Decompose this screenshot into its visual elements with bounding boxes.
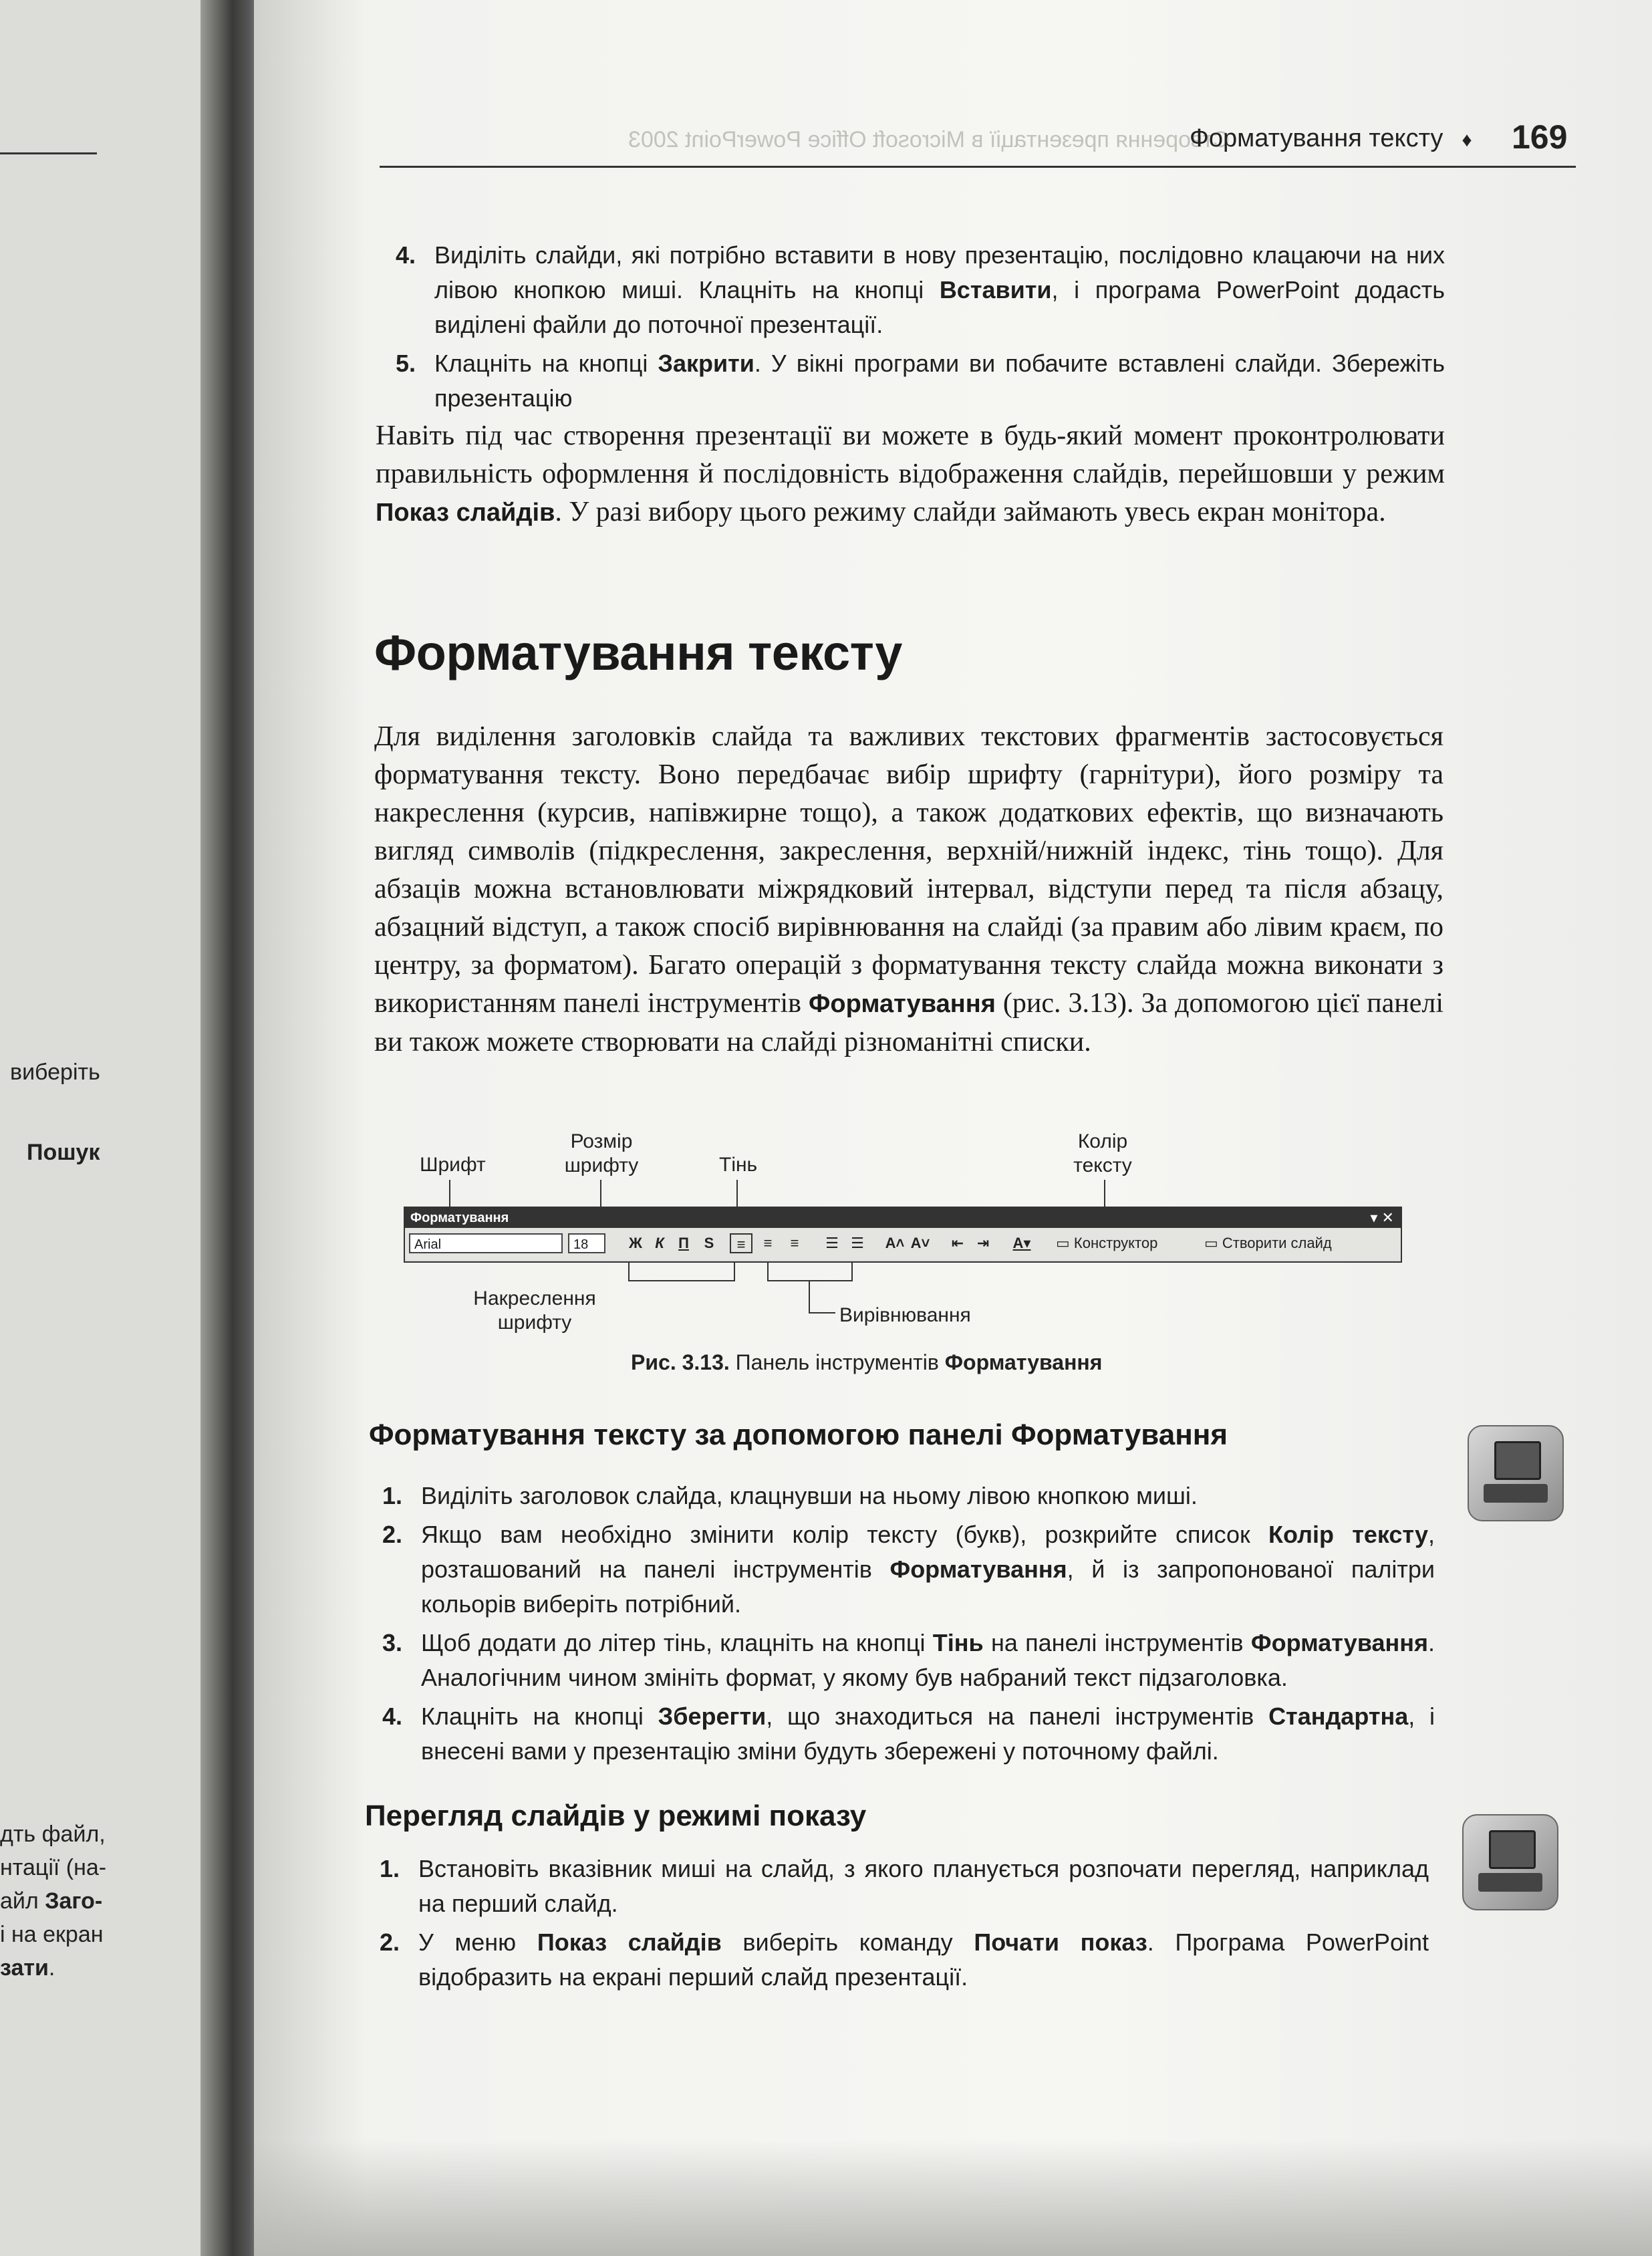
section-title: Форматування тексту	[374, 625, 902, 680]
toolbar-body	[405, 1228, 1401, 1260]
numbered-list-icon[interactable]: ☰	[825, 1235, 839, 1251]
computer-base-icon	[1478, 1873, 1542, 1892]
left-page-rule	[0, 152, 97, 154]
list-item	[382, 1479, 1435, 1513]
left-page-fragment: дть файл,	[0, 1822, 106, 1847]
callout-shadow: Тінь	[719, 1154, 758, 1176]
caption-text: Панель інструментів	[729, 1350, 945, 1374]
align-center-icon[interactable]: ≡	[763, 1235, 773, 1251]
list-item	[396, 238, 1445, 342]
bulleted-list-icon[interactable]: ☰	[851, 1235, 864, 1251]
leader-line	[734, 1260, 735, 1280]
computer-monitor-icon	[1489, 1830, 1536, 1869]
font-select[interactable]: Arial	[409, 1233, 563, 1253]
caption-label: Рис. 3.13.	[631, 1350, 730, 1374]
step-bold: Почати показ	[974, 1928, 1147, 1956]
step-number: 4.	[396, 241, 416, 269]
underline-button[interactable]: П	[678, 1235, 689, 1251]
step-text: Щоб додати до літер тінь, клацніть на кнопці	[421, 1629, 933, 1656]
computer-base-icon	[1484, 1484, 1548, 1503]
page-number: 169	[1512, 118, 1568, 156]
step-number: 1.	[382, 1482, 403, 1509]
increase-font-icon[interactable]: A˄	[885, 1235, 905, 1251]
page-bottom-shadow	[254, 2139, 1652, 2256]
callout-size: Розмір шрифту	[564, 1130, 639, 1176]
subheading	[365, 1799, 1568, 1833]
step-number: 2.	[382, 1521, 403, 1548]
leader-line	[851, 1260, 853, 1280]
toolbar-titlebar	[405, 1208, 1401, 1228]
align-left-icon[interactable]: ≡	[730, 1233, 752, 1253]
step-bold: Показ слайдів	[537, 1928, 722, 1956]
left-page-fragment-bold: зати	[0, 1955, 49, 1981]
step-bold: Колір тексту	[1268, 1521, 1428, 1548]
left-page-fragment-bold: Заго-	[45, 1888, 103, 1914]
step-text: , й із запропонованої палітри кольорів виберіть потрібний.	[421, 1555, 1435, 1618]
paragraph-text: Для виділення заголовків слайда та важливих текстових фрагментів застосовується форматування тексту. Воно передбачає вибір шрифту (гарнітури), його розміру та накреслення (курсив, напівжирне тощо), а також додаткових ефектів, що визначають вигляд символів (підкреслення, закреслення, верхній/нижній індекс, тінь тощо). Для абзаців можна встановлювати міжрядковий інтервал, відступи перед та після абзацу, абзацний відступ, а також спосіб вирівнювання на слайді (за правим або лівим краєм, по центру, за форматом). Багато операцій з форматування тексту слайда можна виконати з використанням панелі інструментів	[374, 721, 1443, 1019]
list-item	[396, 346, 1445, 416]
step-bold: Зберегти	[658, 1703, 767, 1730]
computer-monitor-icon	[1494, 1441, 1541, 1480]
paragraph-text: Навіть під час створення презентації ви можете в будь-який момент проконтролювати правильність оформлення й послідовність відображення слайдів, перейшовши у режим	[376, 420, 1445, 489]
list-item	[380, 1925, 1429, 1995]
leader-line	[767, 1260, 769, 1280]
bold-button[interactable]: Ж	[629, 1235, 642, 1251]
callout-color: Колір тексту	[1073, 1130, 1132, 1176]
new-slide-label: Створити слайд	[1222, 1235, 1332, 1251]
step-text: Встановіть вказівник миші на слайд, з якого планується розпочати перегляд, наприклад на перший слайд.	[418, 1855, 1429, 1917]
step-bold: Стандартна	[1268, 1703, 1409, 1730]
paragraph-text: . У разі вибору цього режиму слайди займають увесь екран монітора.	[555, 497, 1386, 527]
leader-line	[809, 1280, 810, 1313]
left-page-fragment: і на екран	[0, 1922, 104, 1947]
new-slide-button[interactable]	[1204, 1233, 1332, 1253]
steps-bottom	[380, 1852, 1429, 1995]
list-item	[380, 1852, 1429, 1921]
section-heading	[374, 624, 1577, 681]
list-item	[382, 1699, 1435, 1769]
paragraph-text: (рис. 3.13). За допомогою цієї панелі ви також можете створювати на слайді різноманітні списки.	[374, 988, 1443, 1057]
toolbar-close-icon[interactable]: ▾ ✕	[1370, 1209, 1394, 1226]
step-text: . Програма PowerPoint відобразить на екрані перший слайд презентації.	[418, 1928, 1429, 1991]
step-text: Клацніть на кнопці	[434, 350, 658, 377]
list-item	[382, 1626, 1435, 1695]
step-bold: Форматування	[1250, 1629, 1428, 1656]
decrease-indent-icon[interactable]: ⇤	[951, 1235, 964, 1251]
increase-indent-icon[interactable]: ⇥	[976, 1235, 990, 1251]
list-item	[382, 1517, 1435, 1622]
italic-button[interactable]: К	[655, 1235, 664, 1251]
designer-button[interactable]	[1056, 1233, 1157, 1253]
left-page-fragment: Пошук	[27, 1140, 100, 1165]
step-text: Виділіть слайди, які потрібно вставити в нову презентацію, послідовно клацаючи на них лівою кнопкою миші. Клацніть на кнопці	[434, 241, 1445, 303]
header-rule	[380, 166, 1576, 168]
step-bold: Закрити	[658, 350, 754, 377]
left-page-fragment-part: .	[48, 1955, 55, 1981]
step-text: Клацніть на кнопці	[421, 1703, 658, 1730]
left-page-fragment-part: айл	[0, 1888, 45, 1914]
paragraph-bold: Форматування	[809, 990, 996, 1018]
step-text: , і програма PowerPoint додасть виділені файли до поточної презентації.	[434, 276, 1445, 338]
formatting-toolbar	[404, 1207, 1402, 1263]
subheading-title: Форматування тексту за допомогою панелі Форматування	[369, 1418, 1228, 1451]
step-text: Якщо вам необхідно змінити колір тексту (букв), розкрийте список	[421, 1521, 1269, 1548]
step-text: , і внесені вами у презентацію зміни будуть збережені у поточному файлі.	[421, 1703, 1435, 1765]
shadow-button[interactable]: S	[704, 1235, 714, 1251]
left-facing-page	[0, 0, 221, 2256]
step-text: Виділіть заголовок слайда, клацнувши на ньому лівою кнопкою миші.	[421, 1482, 1198, 1509]
step-text: , що знаходиться на панелі інструментів	[766, 1703, 1269, 1730]
step-number: 5.	[396, 350, 416, 377]
left-page-fragment	[0, 1952, 55, 1984]
computer-icon	[1462, 1814, 1558, 1910]
step-bold: Вставити	[939, 276, 1052, 303]
font-size-select[interactable]: 18	[568, 1233, 605, 1253]
show-through-header: Створення презентації в Microsoft Office PowerPoint 2003	[628, 127, 1230, 152]
callout-align: Вирівнювання	[839, 1304, 971, 1326]
paragraph	[376, 417, 1445, 532]
step-number: 3.	[382, 1629, 403, 1656]
step-text: виберіть команду	[721, 1928, 974, 1956]
paragraph-bold: Показ слайдів	[376, 499, 555, 527]
step-bold: Тінь	[932, 1629, 984, 1656]
left-page-fragment: виберіть	[10, 1059, 100, 1085]
steps-mid	[382, 1479, 1435, 1769]
align-right-icon[interactable]: ≡	[790, 1235, 799, 1251]
step-bold: Форматування	[889, 1555, 1067, 1583]
decrease-font-icon[interactable]: A˅	[910, 1235, 930, 1251]
leader-line	[628, 1280, 735, 1281]
running-header	[1190, 124, 1491, 153]
paragraph	[374, 718, 1443, 1061]
leader-line	[809, 1312, 835, 1313]
step-text: . У вікні програми ви побачите вставлені слайди. Збережіть презентацію	[434, 350, 1445, 412]
step-text: У меню	[418, 1928, 537, 1956]
step-number: 4.	[382, 1703, 403, 1730]
step-text: , розташований на панелі інструментів	[421, 1521, 1435, 1583]
callout-font: Шрифт	[420, 1154, 486, 1176]
step-number: 1.	[380, 1855, 400, 1882]
running-header-title: Форматування тексту	[1190, 124, 1443, 152]
toolbar-title: Форматування	[410, 1211, 509, 1225]
callout-style: Накреслення шрифту	[473, 1287, 596, 1334]
leader-line	[628, 1260, 630, 1280]
step-number: 2.	[380, 1928, 400, 1956]
leader-line	[767, 1280, 853, 1281]
step-text: . Аналогічним чином змініть формат, у якому був набраний текст підзаголовка.	[421, 1629, 1435, 1691]
left-page-fragment	[0, 1885, 102, 1917]
subheading-title: Перегляд слайдів у режимі показу	[365, 1799, 867, 1832]
caption-bold: Форматування	[944, 1350, 1103, 1374]
figure-caption	[631, 1350, 1102, 1375]
left-page-fragment: нтації (на-	[0, 1855, 107, 1880]
new-slide-icon: ▭	[1204, 1235, 1222, 1251]
header-separator-icon: ♦	[1462, 129, 1472, 151]
computer-icon	[1468, 1425, 1564, 1521]
step-text: на панелі інструментів	[983, 1629, 1251, 1656]
subheading	[369, 1418, 1572, 1452]
steps-top	[396, 238, 1445, 416]
font-color-icon[interactable]: A▾	[1012, 1235, 1031, 1251]
designer-label: Конструктор	[1073, 1235, 1158, 1251]
designer-icon: ▭	[1056, 1235, 1074, 1251]
